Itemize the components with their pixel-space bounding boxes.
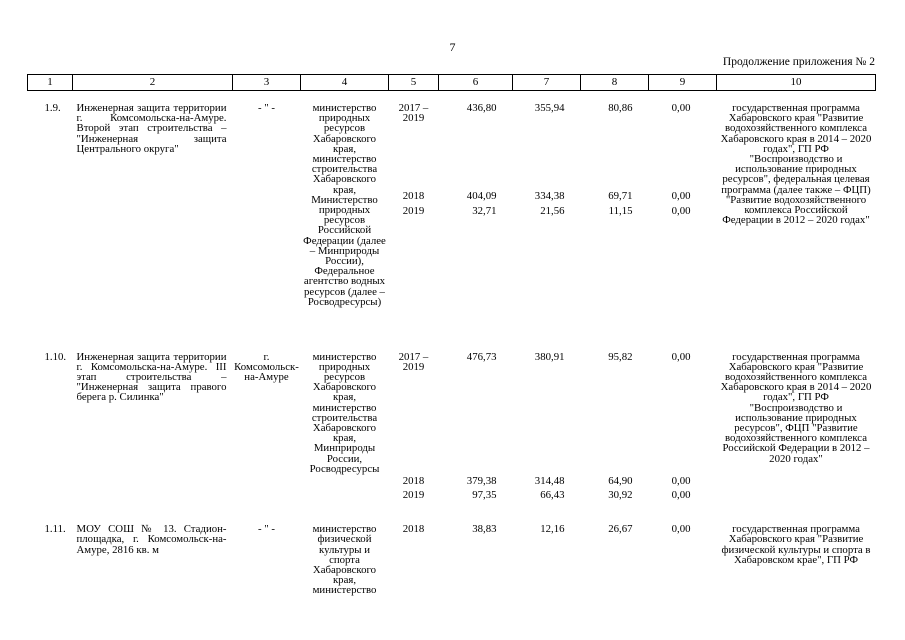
col-header: 9 (649, 75, 717, 91)
row-number: 1.9. (44, 102, 61, 114)
value-federal: 334,38 (534, 190, 565, 203)
object-name: Инженерная защита территории г. Комсомольска-на-Амуре. Второй этап строительства – "Инженерная защита Центрального округа" (76, 102, 227, 155)
value-other: 0,00 (671, 350, 691, 363)
value-regional: 30,92 (608, 489, 633, 502)
period-years: 2019 (402, 204, 425, 217)
page-number: 7 (449, 40, 456, 54)
value-regional: 95,82 (608, 350, 633, 363)
program-name: государственная программа Хабаровского края "Развитие водохозяйственного комплекса Хабаровского края в 2014 – 2020 годах", ГП РФ "Воспроизводство и использование природных ресурсов", федеральная целевая программа (далее также – ФЦП) "Развитие водохозяйственного комплекса Российской Федерации в 2012 – 2020 годах" (720, 102, 872, 227)
value-regional: 26,67 (608, 523, 633, 536)
table-row (28, 524, 876, 595)
col-header: 3 (233, 75, 301, 91)
col-header: 10 (717, 75, 876, 91)
row-number: 1.10. (44, 350, 67, 363)
executors: министерство физической культуры и спорта Хабаровского края, министерство (312, 523, 377, 597)
program-name: государственная программа Хабаровского края "Развитие физической культуры и спорта в Хабаровском крае", ГП РФ (721, 523, 871, 566)
location: г. Комсомольск-на-Амуре (234, 350, 299, 384)
row-number: 1.11. (44, 523, 66, 536)
continuation-label: Продолжение приложения № 2 (722, 56, 875, 68)
value-regional: 64,90 (608, 475, 633, 488)
value-total: 97,35 (472, 489, 497, 502)
col-header: 7 (513, 75, 581, 91)
col-header: 4 (301, 75, 389, 91)
value-total: 32,71 (472, 204, 497, 217)
object-name: МОУ СОШ № 13. Стадион-площадка, г. Комсомольск-на-Амуре, 2816 кв. м (76, 523, 227, 556)
value-other: 0,00 (671, 489, 691, 502)
value-total: 404,09 (466, 190, 497, 203)
period-years: 2018 (402, 475, 425, 488)
location: - " - (258, 523, 275, 536)
value-total: 436,80 (466, 102, 497, 114)
value-other: 0,00 (671, 190, 691, 203)
value-regional: 69,71 (608, 190, 633, 203)
table-row (28, 352, 876, 372)
value-total: 38,83 (472, 523, 497, 536)
period-years: 2017 – 2019 (398, 350, 429, 373)
value-regional: 11,15 (608, 204, 633, 217)
value-other: 0,00 (671, 204, 691, 217)
col-header: 1 (28, 75, 73, 91)
value-regional: 80,86 (608, 102, 633, 114)
value-federal: 21,56 (540, 204, 565, 217)
col-header: 2 (73, 75, 233, 91)
table-row (28, 103, 876, 123)
col-header: 8 (581, 75, 649, 91)
value-federal: 314,48 (534, 475, 565, 488)
value-federal: 12,16 (540, 523, 565, 536)
period-years: 2019 (402, 489, 425, 502)
value-other: 0,00 (671, 102, 691, 114)
value-federal: 355,94 (534, 102, 565, 114)
col-header: 5 (389, 75, 439, 91)
period-years: 2018 (402, 190, 425, 203)
header-row (28, 75, 876, 91)
col-header: 6 (439, 75, 513, 91)
object-name: Инженерная защита территории г. Комсомольска-на-Амуре. III этап строительства – "Инженерная защита правого берега р. Силинка" (76, 350, 227, 404)
value-federal: 380,91 (534, 350, 565, 363)
value-other: 0,00 (671, 523, 691, 536)
executors: министерство природных ресурсов Хабаровского края, министерство строительства Хабаровского края, Министерство природных ресурсов Российской Федерации (далее – Минприроды России), Федеральное агентство водных ресурсов (далее – Росводресурсы) (303, 102, 386, 308)
value-total: 476,73 (466, 350, 497, 363)
value-total: 379,38 (466, 475, 497, 488)
program-table (27, 74, 876, 596)
executors: министерство природных ресурсов Хабаровского края, министерство строительства Хабаровского края, Минприроды России, Росводресурсы (309, 350, 380, 475)
period-years: 2018 (402, 523, 425, 536)
value-other: 0,00 (671, 475, 691, 488)
program-name: государственная программа Хабаровского края "Развитие водохозяйственного комплекса Хабаровского края в 2014 – 2020 годах", ГП РФ "Воспроизводство и использование природных ресурсов", ФЦП "Развитие водохозяйственного комплекса Российской Федерации в 2012 – 2020 годах" (720, 350, 872, 465)
location: - " - (258, 102, 275, 114)
period-years: 2017 – 2019 (398, 102, 429, 125)
value-federal: 66,43 (540, 489, 565, 502)
